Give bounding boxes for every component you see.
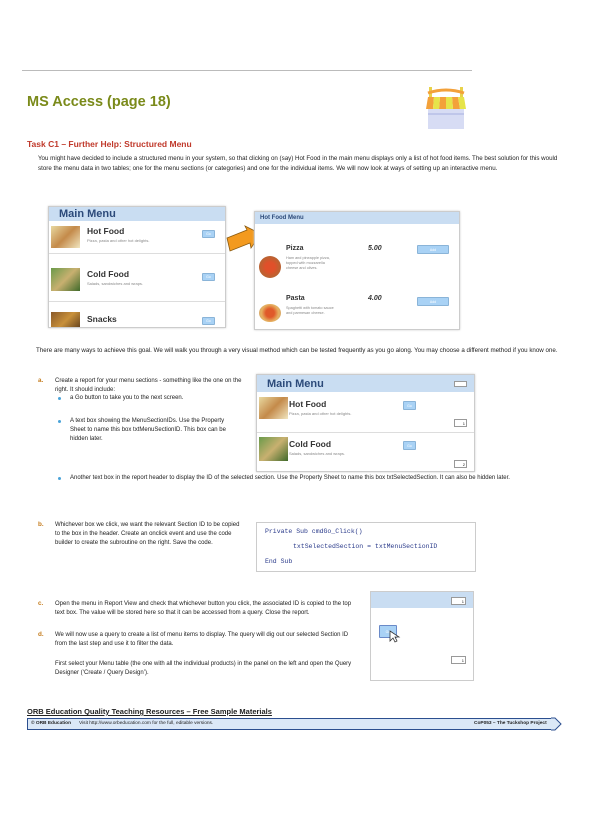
hot-food-menu-screenshot [254, 211, 460, 330]
section-desc: Pizza, pasta and other hot delights. [289, 411, 352, 416]
bullet [58, 420, 61, 423]
go-button[interactable]: Go [403, 441, 416, 450]
item-price: 5.00 [368, 245, 382, 252]
divider [257, 432, 475, 433]
step-a-text: Create a report for your menu sections - something like the one on the right. It should include: [55, 378, 242, 393]
divider [49, 253, 226, 254]
item-name: Pizza [286, 245, 304, 252]
item-price: 4.00 [368, 295, 382, 302]
task-title: Task C1 – Further Help: Structured Menu [27, 139, 192, 149]
go-button[interactable]: Go [403, 401, 416, 410]
footer-visit: Visit http://www.orbeducation.com for the full, editable versions. [79, 721, 214, 726]
salad-image [51, 268, 80, 291]
item-name: Pasta [286, 295, 305, 302]
step-c-letter: c. [38, 600, 44, 607]
hot-food-menu-title: Hot Food Menu [255, 212, 459, 224]
step-a-letter: a. [38, 377, 44, 384]
selected-section-box[interactable] [454, 381, 467, 387]
step-c-text: Open the menu in Report View and check that whichever button you click, the associated ID is copied to the top text box. The value will be stored here so that it can be accessed from a query. Close the report. [55, 601, 352, 616]
section-name: Snacks [87, 314, 117, 324]
cursor-icon [389, 630, 401, 644]
code-line: End Sub [265, 558, 293, 565]
divider [49, 301, 226, 302]
snacks-image [51, 312, 80, 328]
section-id-box[interactable]: 1 [451, 656, 466, 664]
item-desc: Spaghetti with tomato sauce and parmesan cheese. [286, 306, 334, 315]
section-id-box[interactable]: 1 [454, 419, 467, 427]
footer-arrow-icon [551, 712, 563, 736]
footer-copyright: © ORB Education [31, 721, 72, 726]
bullet [58, 397, 61, 400]
code-box [256, 522, 476, 572]
go-button[interactable]: Go [379, 625, 397, 638]
wrap-image [259, 397, 288, 419]
bullet-text: A text box showing the MenuSectionIDs. Use the Property Sheet to name this box txtMenuSectionID. This box can be hidden later. [70, 418, 226, 442]
go-button[interactable]: Go [202, 273, 215, 281]
section-desc: Salads, sandwiches and wraps. [289, 451, 346, 456]
item-desc: Ham and pineapple pizza, topped with mozzarella cheese and olives. [286, 256, 330, 270]
section-desc: Pizza, pasta and other hot delights. [87, 238, 150, 243]
code-line: Private Sub cmdGo_Click() [265, 528, 363, 535]
step-d-text2: First select your Menu table (the one with all the individual products) in the panel on the left and open the Query Designer (‘Create / Query Design’). [55, 661, 352, 676]
footer-title: ORB Education Quality Teaching Resources – Free Sample Materials [27, 707, 272, 716]
pizza-image [259, 256, 281, 278]
step-b-text: Whichever box we click, we want the relevant Section ID to be copied to the box in the header. Create an onclick event and use the code builder to create the subroutine on the right. Save the code. [55, 522, 240, 546]
report-view-screenshot [370, 591, 474, 681]
wrap-image [51, 226, 80, 248]
report-menu-title: Main Menu [257, 375, 474, 392]
section-name: Hot Food [289, 399, 327, 409]
salad-image [259, 437, 288, 461]
pasta-image [259, 304, 281, 322]
shop-awning-icon [423, 85, 469, 131]
step-d-letter: d. [38, 631, 44, 638]
add-button[interactable]: Add [417, 245, 449, 254]
code-line: txtSelectedSection = txtMenuSectionID [293, 543, 438, 550]
intro-paragraph: You might have decided to include a structured menu in your system, so that clicking on (say) Hot Food in the main menu displays only a list of hot food items. The best solution for this would store the menu data in two tables; one for the menu sections (or categories) and one for the individual items. We will now look at ways of setting up an interactive menu. [38, 155, 558, 172]
main-menu-title: Main Menu [49, 207, 225, 221]
go-button[interactable]: Go [202, 230, 215, 238]
footer-code: CoP053 – The Tuckshop Project [474, 721, 547, 726]
main-menu-screenshot [48, 206, 226, 328]
add-button[interactable]: Add [417, 297, 449, 306]
step-d-text: We will now use a query to create a list of menu items to display. The query will dig out our selected Section ID from the last step and use it to filter the data. [55, 632, 349, 647]
selected-section-box[interactable]: 1 [451, 597, 466, 605]
paragraph-2: There are many ways to achieve this goal. We will walk you through a very visual method which can be tested frequently as you go along. You may choose a different method if you know one. [36, 347, 558, 354]
step-b-letter: b. [38, 521, 44, 528]
bullet [58, 477, 61, 480]
report-menu-screenshot [256, 374, 475, 472]
bullet-text: Another text box in the report header to display the ID of the selected section. Use the Property Sheet to name this box txtSelectedSection. It can also be hidden later. [70, 475, 510, 481]
section-name: Hot Food [87, 226, 125, 236]
section-id-box[interactable]: 2 [454, 460, 467, 468]
section-name: Cold Food [87, 269, 130, 279]
page-title: MS Access (page 18) [27, 94, 171, 110]
section-desc: Salads, sandwiches and wraps. [87, 281, 144, 286]
bullet-text: a Go button to take you to the next screen. [70, 395, 184, 401]
go-button[interactable]: Go [202, 317, 215, 325]
section-name: Cold Food [289, 439, 332, 449]
